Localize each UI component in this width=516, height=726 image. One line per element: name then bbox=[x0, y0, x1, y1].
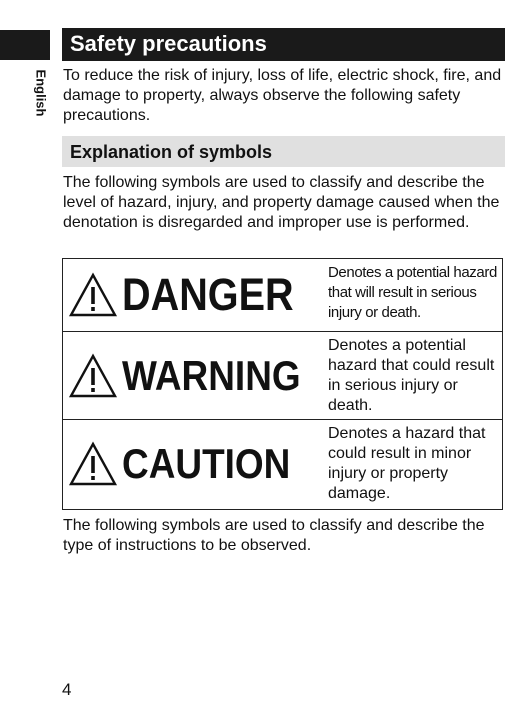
symbols-paragraph: The following symbols are used to classify and describe the level of hazard, injury, and property damage caused when the denotation is disregarded and improper use is performed. bbox=[63, 174, 500, 231]
danger-row bbox=[63, 259, 502, 332]
warning-triangle-icon bbox=[68, 441, 118, 487]
caution-row bbox=[63, 420, 502, 508]
page-number: 4 bbox=[62, 680, 72, 699]
intro-paragraph: To reduce the risk of injury, loss of life, electric shock, fire, and damage to property, always observe the following safety precautions. bbox=[63, 67, 502, 124]
section-heading: Explanation of symbols bbox=[70, 142, 273, 162]
language-text: English bbox=[33, 69, 49, 117]
instructions-paragraph: The following symbols are used to classify and describe the type of instructions to be observed. bbox=[63, 517, 485, 554]
page-title-bar bbox=[62, 28, 505, 61]
warning-signal bbox=[68, 332, 325, 419]
caution-description: Denotes a hazard that could result in minor injury or property damage. bbox=[328, 425, 486, 502]
warning-triangle-icon bbox=[68, 272, 118, 318]
warning-word: WARNING bbox=[122, 351, 301, 399]
caution-signal bbox=[68, 420, 313, 508]
section-heading-bar bbox=[62, 136, 505, 167]
warning-description: Denotes a potential hazard that could result in serious injury or death. bbox=[328, 337, 495, 414]
language-tab-marker bbox=[0, 30, 50, 60]
warning-triangle-icon bbox=[68, 353, 118, 399]
danger-word: DANGER bbox=[122, 269, 294, 320]
caution-word: CAUTION bbox=[122, 440, 291, 487]
danger-description: Denotes a potential hazard that will result in serious injury or death. bbox=[328, 264, 497, 321]
page-title: Safety precautions bbox=[70, 31, 267, 56]
language-label bbox=[34, 63, 48, 123]
warning-row bbox=[63, 332, 502, 420]
signal-word-table bbox=[62, 258, 503, 510]
danger-signal bbox=[68, 259, 317, 331]
